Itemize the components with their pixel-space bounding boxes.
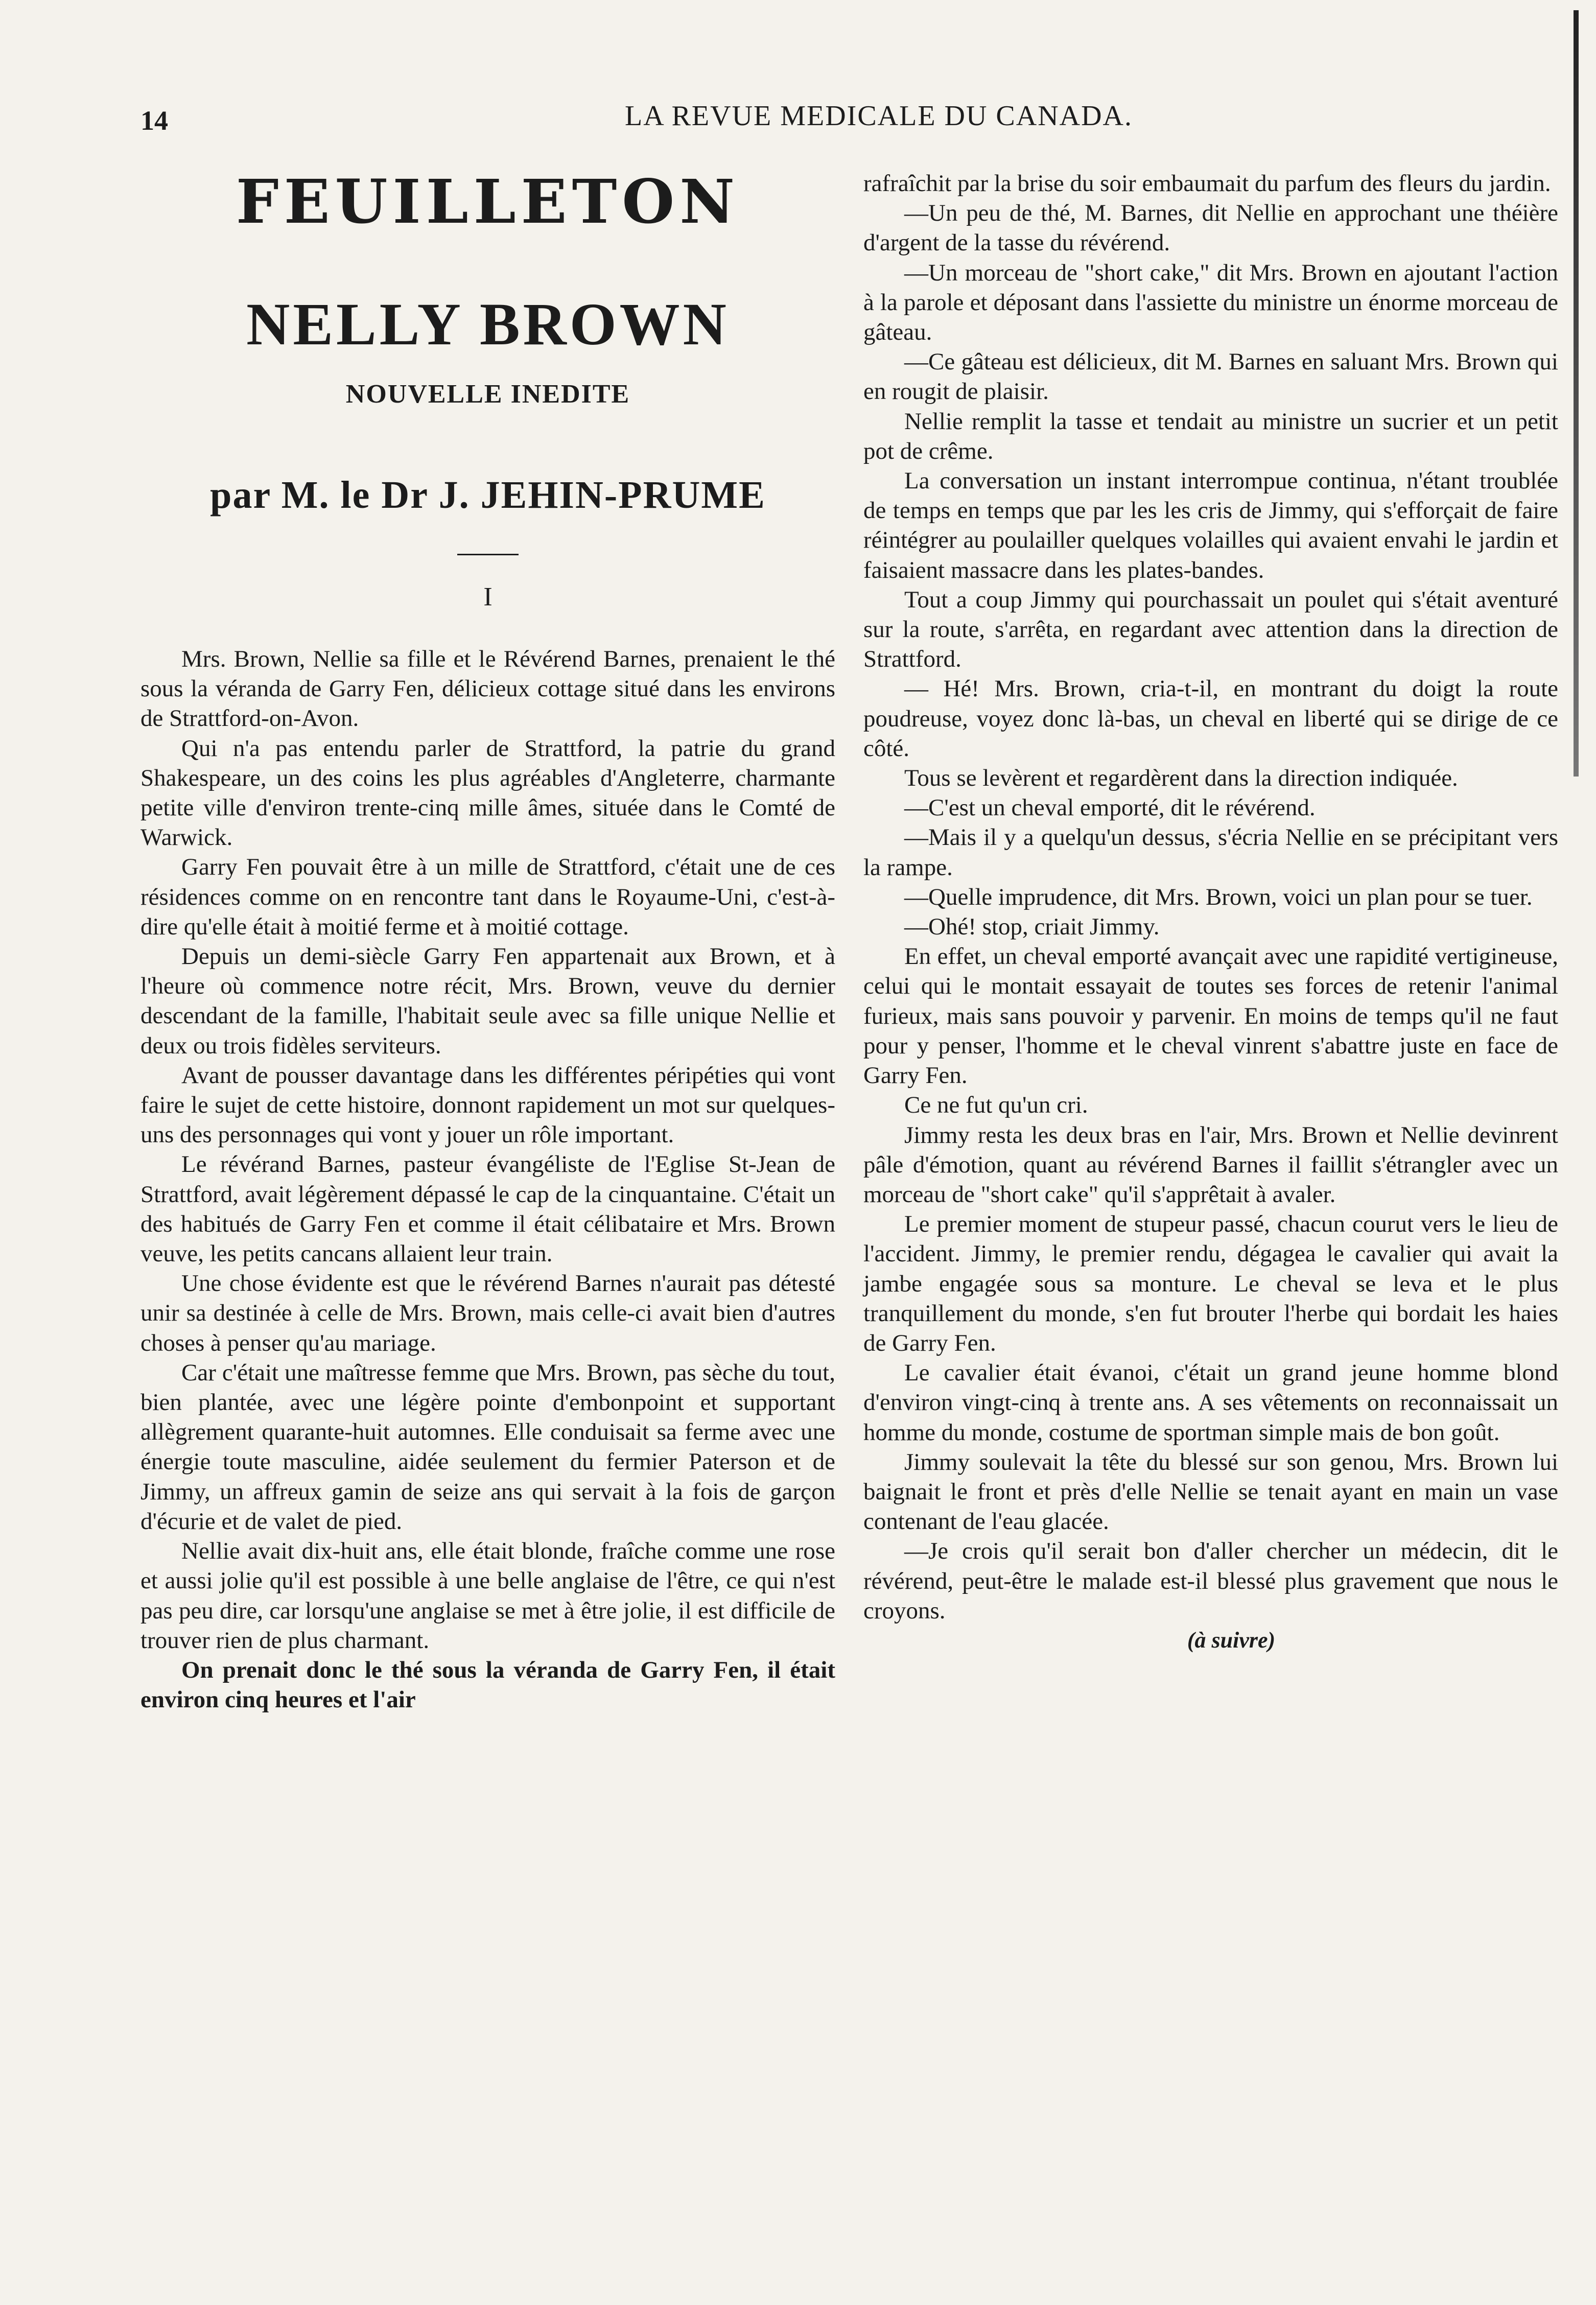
author-byline: par M. le Dr J. JEHIN-PRUME — [210, 474, 766, 516]
paragraph: —Mais il y a quelqu'un dessus, s'écria Nellie en se précipitant vers la rampe. — [863, 824, 1558, 881]
section-heading: FEUILLETON — [236, 166, 740, 237]
paragraph: —Quelle imprudence, dit Mrs. Brown, voici un plan pour se tuer. — [904, 883, 1533, 910]
paragraph: La conversation un instant interrompue continua, n'étant troublée de temps en temps que par les les cris de Jimmy, qui s'efforçait de faire réintégrer au poulailler quelques volailles qui avaient envahi le jardin et faisaient massacre dans les plates-bandes. — [863, 467, 1558, 583]
paragraph: Jimmy resta les deux bras en l'air, Mrs. Brown et Nellie devinrent pâle d'émotion, quant au révérend Barnes il faillit s'étrangler avec un morceau de "short cake" qu'il s'apprêtait à avaler. — [863, 1121, 1558, 1208]
paragraph: —Je crois qu'il serait bon d'aller chercher un médecin, dit le révérend, peut-être le malade est-il blessé plus gravement que nous le croyons. — [863, 1538, 1558, 1624]
paragraph: Qui n'a pas entendu parler de Strattford, la patrie du grand Shakespeare, un des coins les plus agréables d'Angleterre, charmante petite ville d'environ trente-cinq mille âmes, située dans le Comté de Warwick. — [140, 735, 835, 851]
column-right — [863, 169, 1558, 1655]
paragraph: Tout a coup Jimmy qui pourchassait un poulet qui s'était aventuré sur la route, s'arrêta, en regardant avec attention dans la direction de Strattford. — [863, 586, 1558, 673]
paragraph: Avant de pousser davantage dans les différentes péripéties qui vont faire le sujet de cette histoire, donnont rapidement un mot sur quelques-uns des personnages qui vont y jouer un rôle important. — [140, 1062, 835, 1148]
paragraph: Car c'était une maîtresse femme que Mrs. Brown, pas sèche du tout, bien plantée, avec une légère pointe d'embonpoint et supportant allègrement quarante-huit automnes. Elle conduisait sa ferme avec une énergie toute masculine, aidée seulement du fermier Paterson et de Jimmy, un affreux gamin de seize ans qui servait à la fois de garçon d'écurie et de valet de pied. — [140, 1359, 835, 1535]
paragraph: —C'est un cheval emporté, dit le révérend. — [904, 794, 1316, 821]
to-be-continued: (à suivre) — [1187, 1627, 1276, 1653]
paragraph-continued: rafraîchit par la brise du soir embaumait du parfum des fleurs du jardin. — [863, 170, 1551, 197]
paragraph: On prenait donc le thé sous la véranda de Garry Fen, il était environ cinq heures et l'air — [140, 1656, 835, 1713]
paragraph: —Un peu de thé, M. Barnes, dit Nellie en approchant une théière d'argent de la tasse du révérend. — [863, 200, 1558, 256]
paragraph: En effet, un cheval emporté avançait avec une rapidité vertigineuse, celui qui le montait essayait de toutes ses forces de retenir l'animal furieux, mais sans pouvoir y parvenir. En moins de temps qu'il ne faut pour y penser, l'homme et le cheval vinrent s'abattre juste en face de Garry Fen. — [863, 943, 1558, 1089]
paragraph: Jimmy soulevait la tête du blessé sur son genou, Mrs. Brown lui baignait le front et près d'elle Nellie se tenait ayant en main un vase contenant de l'eau glacée. — [863, 1448, 1558, 1535]
paragraph: —Un morceau de "short cake," dit Mrs. Brown en ajoutant l'action à la parole et déposant dans l'assiette du ministre un énorme morceau de gâteau. — [863, 259, 1558, 346]
paragraph: —Ce gâteau est délicieux, dit M. Barnes en saluant Mrs. Brown qui en rougit de plaisir. — [863, 348, 1558, 405]
paragraph: Le premier moment de stupeur passé, chacun courut vers le lieu de l'accident. Jimmy, le premier rendu, dégagea le cavalier qui avait la jambe engagée sous sa monture. Le cheval se leva et le plus tranquillement du monde, s'en fut brouter l'herbe qui bordait les haies de Garry Fen. — [863, 1211, 1558, 1356]
paragraph: —Ohé! stop, criait Jimmy. — [904, 913, 1160, 940]
chapter-number: I — [483, 582, 492, 611]
story-title: NELLY BROWN — [246, 291, 730, 358]
paragraph: Mrs. Brown, Nellie sa fille et le Révérend Barnes, prenaient le thé sous la véranda de Garry Fen, délicieux cottage situé dans les environs de Strattford-on-Avon. — [140, 646, 835, 732]
paragraph: Le révérand Barnes, pasteur évangéliste de l'Eglise St-Jean de Strattford, avait légèrement dépassé le cap de la cinquantaine. C'était un des habitués de Garry Fen et comme il était célibataire et Mrs. Brown veuve, les petits cancans allaient leur train. — [140, 1151, 835, 1267]
page-number: 14 — [140, 105, 168, 136]
paragraph: Nellie remplit la tasse et tendait au ministre un sucrier et un petit pot de crême. — [863, 408, 1558, 464]
paragraph: Garry Fen pouvait être à un mille de Strattford, c'était une de ces résidences comme on en rencontre tant dans le Royaume-Uni, c'est-à-dire qu'elle était à moitié ferme et à moitié cottage. — [140, 854, 835, 940]
paragraph: Nellie avait dix-huit ans, elle était blonde, fraîche comme une rose et aussi jolie qu'il est possible à une belle anglaise de l'être, ce qui n'est pas peu dire, car lorsqu'une anglaise se met à être jolie, il est difficile de trouver rien de plus charmant. — [140, 1538, 835, 1654]
paragraph: — Hé! Mrs. Brown, cria-t-il, en montrant du doigt la route poudreuse, voyez donc là-bas, un cheval en liberté qui se dirige de ce côté. — [863, 675, 1558, 762]
paragraph: Une chose évidente est que le révérend Barnes n'aurait pas détesté unir sa destinée à celle de Mrs. Brown, mais celle-ci avait bien d'autres choses à penser qu'au mariage. — [140, 1270, 835, 1356]
paragraph: Tous se levèrent et regardèrent dans la direction indiquée. — [904, 765, 1458, 792]
page-edge-shadow — [1574, 10, 1579, 777]
column-left — [140, 166, 835, 1714]
paragraph: Depuis un demi-siècle Garry Fen appartenait aux Brown, et à l'heure où commence notre récit, Mrs. Brown, veuve du dernier descendant de la famille, l'habitait seule avec sa fille unique Nellie et deux ou trois fidèles serviteurs. — [140, 943, 835, 1059]
paragraph: Le cavalier était évanoi, c'était un grand jeune homme blond d'environ vingt-cinq à trente ans. A ses vêtements on reconnaissait un homme du monde, costume de sportman simple mais de bon goût. — [863, 1359, 1558, 1446]
running-title: LA REVUE MEDICALE DU CANADA. — [625, 100, 1133, 132]
divider — [457, 554, 519, 555]
story-subtitle: NOUVELLE INEDITE — [345, 380, 630, 409]
paragraph: Ce ne fut qu'un cri. — [904, 1092, 1088, 1119]
